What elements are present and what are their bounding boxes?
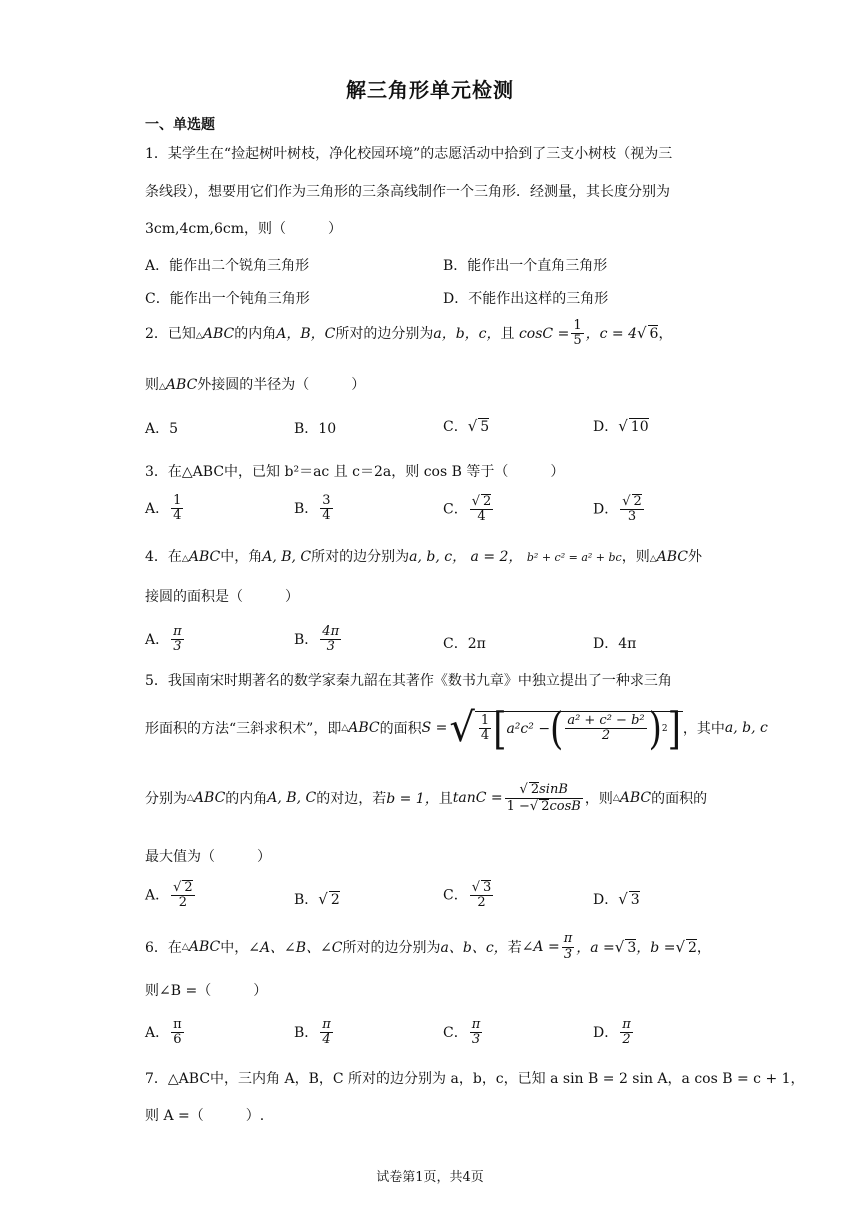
section-heading: 一、单选题: [145, 117, 215, 133]
page-title: 解三角形单元检测: [346, 78, 514, 102]
q3-option-d: D． $\frac{√ 2}{3}$: [593, 494, 642, 525]
q4-option-b: B． $\frac{4\pi}{3}$: [294, 624, 340, 655]
q5-line-2: 形面积的方法“三斜求积术”，即 △ ABC 的面积 S = √ $\frac{1}{4}$ [ a²c² − ( $\frac{\text{a² + c² − b²}}{2}$ ) 2 ] ，其中 a, b, c: [145, 702, 768, 755]
q1-option-a: A．能作出二个锐角三角形: [145, 258, 310, 274]
q1-line-1: 1．某学生在“捡起树叶树枝，净化校园环境”的志愿活动中拾到了三支小树枝（视为三: [145, 146, 673, 162]
q4-option-d: D．4π: [593, 636, 637, 652]
q2-option-b: B．10: [294, 421, 337, 437]
q6-option-c: C． $\frac{\pi}{3}$: [443, 1017, 481, 1048]
q3-line-1: 3．在△ABC中，已知 b²＝ac 且 c＝2a，则 cos B 等于（ ）: [145, 464, 565, 480]
q5-option-b: B．√ 2: [294, 890, 340, 908]
q2-option-a: A．5: [145, 421, 179, 437]
q5-option-d: D．√ 3: [593, 890, 640, 908]
q4-line-1: 4．在△ABC中，角A, B, C所对的边分别为a, b, c， a = 2， b² + c² = a² + bc，则△ABC外: [145, 549, 703, 565]
q2-option-c: C．√ 5: [443, 417, 490, 435]
q1-line-3: 3cm,4cm,6cm，则（ ）: [145, 221, 342, 237]
q4-line-2: 接圆的面积是（ ）: [145, 589, 299, 605]
q2-line-2: 则△ABC外接圆的半径为（ ）: [145, 377, 366, 393]
q5-line-1: 5．我国南宋时期著名的数学家秦九韶在其著作《数书九章》中独立提出了一种求三角: [145, 673, 672, 689]
q6-option-a: A． $\frac{\pi}{6}$: [145, 1017, 182, 1048]
q6-option-b: B． $\frac{\pi}{4}$: [294, 1017, 331, 1048]
q5-line-3: 分别为 △ ABC 的内角 A, B, C 的对边，若 b = 1， 且 tanC = $\frac{√ 2\sin B}{1 -√ 2\cos B}$ ，则 △ ABC 的面积的: [145, 782, 708, 814]
q3-option-a: A． $\frac{1}{4}$: [145, 493, 182, 524]
q4-option-a: A． $\frac{\pi}{3}$: [145, 624, 182, 655]
formula-radicand: $\frac{1}{4}$ [ a²c² − ( $\frac{\text{a² + c² − b²}}{2}$ ) 2 ]: [475, 711, 683, 746]
q6-line-2: 则∠B =（ ）: [145, 983, 268, 999]
q2-line-1: 2．已知△ABC的内角A，B，C所对的边分别为a，b，c，且 cosC = $\frac{1}{5}$ ，c = 4√ 6，: [145, 318, 673, 349]
q2-option-d: D．√ 10: [593, 417, 649, 435]
q5-option-a: A． $\frac{√ 2}{2}$: [145, 880, 193, 911]
q5-line-4: 最大值为（ ）: [145, 849, 271, 865]
q4-option-c: C．2π: [443, 636, 486, 652]
q1-line-2: 条线段），想要用它们作为三角形的三条高线制作一个三角形．经测量，其长度分别为: [145, 184, 670, 200]
q3-option-b: B． $\frac{3}{4}$: [294, 493, 331, 524]
q1-option-c: C．能作出一个钝角三角形: [145, 291, 310, 307]
fraction: $\frac{1}{5}$: [573, 318, 582, 349]
q5-option-c: C． $\frac{√ 3}{2}$: [443, 880, 492, 911]
q7-line-2: 则 A =（ ）.: [145, 1108, 265, 1124]
q3-option-c: C． $\frac{√ 2}{4}$: [443, 494, 492, 525]
q1-option-b: B．能作出一个直角三角形: [443, 258, 608, 274]
q1-option-d: D．不能作出这样的三角形: [443, 291, 609, 307]
q6-option-d: D． $\frac{\pi}{2}$: [593, 1017, 631, 1048]
q7-line-1: 7．△ABC中，三内角 A，B，C 所对的边分别为 a，b，c，已知 a sin B = 2 sin A，a cos B = c + 1，: [145, 1071, 805, 1087]
q6-line-1: 6．在 △ ABC 中， ∠A、∠B、∠C 所对的边分别为 a、b、c， 若 ∠A = $\frac{\pi}{3}$ ，a = √ 3 ，b = √ 2 ，: [145, 931, 711, 962]
page-footer: 试卷第1页，共4页: [376, 1170, 484, 1185]
